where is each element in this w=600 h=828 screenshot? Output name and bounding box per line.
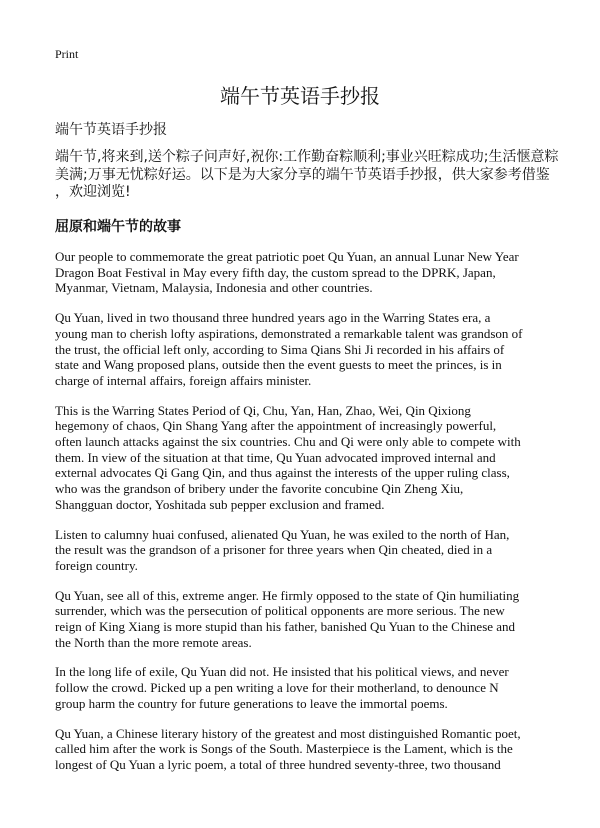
paragraph-line: surrender, which was the persecution of political opponents are more serious. The new [55, 603, 505, 619]
paragraph [55, 310, 575, 389]
paragraph-line: Shangguan doctor, Yoshitada sub pepper exclusion and framed. [55, 496, 385, 512]
subtitle: 端午节英语手抄报 [55, 122, 167, 138]
paragraph-line: In the long life of exile, Qu Yuan did not. He insisted that his political views, and never [55, 664, 509, 680]
paragraph [55, 403, 575, 513]
paragraph-line: who was the grandson of bribery under the favorite concubine Qin Zheng Xiu, [55, 481, 464, 497]
paragraph-line: Qu Yuan, a Chinese literary history of the greatest and most distinguished Romantic poet, [55, 725, 521, 741]
intro-line: 端午节,将来到,送个粽子问声好,祝你:工作勤奋粽顺利;事业兴旺粽成功;生活惬意粽 [55, 149, 559, 165]
print-link[interactable]: Print [55, 47, 79, 61]
intro-line: ，欢迎浏览! [55, 184, 131, 200]
paragraph-line: foreign country. [55, 557, 138, 573]
paragraph-line: reign of King Xiang is more stupid than his father, banished Qu Yuan to the Chinese and [55, 619, 516, 635]
paragraph-line: often launch attacks against the six countries. Chu and Qi were only able to compete with [55, 434, 521, 450]
paragraph-line: Listen to calumny huai confused, alienated Qu Yuan, he was exiled to the north of Han, [55, 526, 510, 542]
paragraph-line: charge of internal affairs, foreign affairs minister. [55, 372, 312, 388]
paragraph-line: Myanmar, Vietnam, Malaysia, Indonesia and other countries. [55, 280, 373, 296]
paragraph-line: group harm the country for future generations to leave the immortal poems. [55, 695, 448, 711]
paragraph-line: external advocates Qi Gang Qin, and thus against the interests of the upper ruling class, [55, 465, 510, 481]
paragraph-line: Dragon Boat Festival in May every fifth day, the custom spread to the DPRK, Japan, [55, 264, 496, 280]
intro-line: 美满;万事无忧粽好运。以下是为大家分享的端午节英语手抄报，供大家参考借鉴 [55, 166, 550, 183]
intro-paragraph [55, 149, 559, 202]
paragraph-line: longest of Qu Yuan a lyric poem, a total of three hundred seventy-three, two thousand [55, 756, 501, 772]
paragraph-line: young man to cherish lofty aspirations, demonstrated a remarkable talent was grandson of [55, 325, 523, 341]
paragraph [55, 726, 575, 773]
page-title: 端午节英语手抄报 [220, 84, 380, 108]
paragraph-line: the result was the grandson of a prisoner for three years when Qin cheated, died in a [55, 542, 493, 558]
paragraph-line: hegemony of chaos, Qin Shang Yang after the appointment of increasingly powerful, [55, 418, 497, 434]
paragraph [55, 527, 575, 574]
paragraph-line: This is the Warring States Period of Qi, Chu, Yan, Han, Zhao, Wei, Qin Qixiong [55, 402, 471, 418]
paragraph-line: the North than the more remote areas. [55, 634, 252, 650]
paragraph-line: the trust, the official left only, according to Sima Qians Shi Ji recorded in his affairs of [55, 341, 505, 357]
paragraph-line: follow the crowd. Picked up a pen writing a love for their motherland, to denounce N [55, 680, 499, 696]
section-heading: 屈原和端午节的故事 [55, 219, 181, 235]
paragraph-line: Our people to commemorate the great patriotic poet Qu Yuan, an annual Lunar New Year [55, 249, 519, 264]
paragraph-line: Qu Yuan, lived in two thousand three hundred years ago in the Warring States era, a [55, 310, 491, 326]
paragraph [55, 588, 575, 651]
paragraph [55, 249, 575, 296]
paragraph-line: called him after the work is Songs of the South. Masterpiece is the Lament, which is the [55, 741, 513, 757]
paragraph [55, 664, 575, 711]
paragraph-line: state and Wang proposed plans, outside then the event guests to meet the princes, is in [55, 357, 502, 373]
paragraph-line: Qu Yuan, see all of this, extreme anger. He firmly opposed to the state of Qin humiliating [55, 587, 520, 603]
article-body [55, 249, 575, 787]
paragraph-line: them. In view of the situation at that time, Qu Yuan advocated improved internal and [55, 449, 496, 465]
